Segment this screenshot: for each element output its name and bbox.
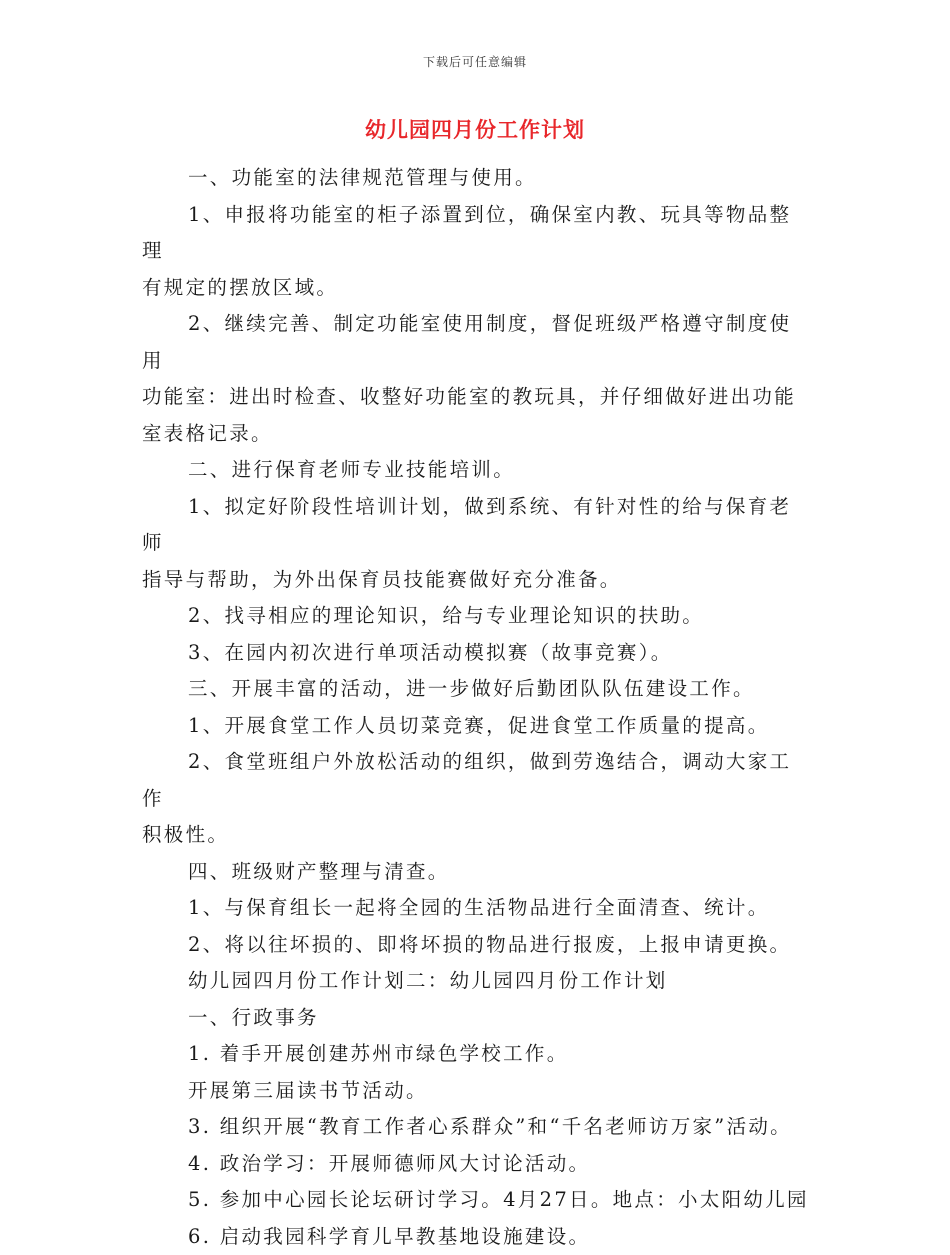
paragraph-line: 一、行政事务 (142, 1000, 810, 1037)
paragraph-continuation-line: 积极性。 (142, 817, 810, 854)
paragraph (142, 452, 810, 489)
paragraph-line: 幼儿园四月份工作计划二：幼儿园四月份工作计划 (142, 963, 810, 1000)
paragraph (142, 671, 810, 708)
paragraph-continuation-line: 指导与帮助，为外出保育员技能赛做好充分准备。 (142, 562, 810, 599)
paragraph (142, 854, 810, 891)
paragraph (142, 306, 810, 452)
paragraph (142, 1109, 810, 1146)
paragraph (142, 160, 810, 197)
paragraph-line: 3. 组织开展“教育工作者心系群众”和“千名老师访万家”活动。 (142, 1109, 810, 1146)
paragraph (142, 927, 810, 964)
paragraph (142, 1073, 810, 1110)
paragraph (142, 744, 810, 854)
paragraph (142, 1000, 810, 1037)
paragraph (142, 963, 810, 1000)
paragraph (142, 598, 810, 635)
paragraph-line: 5. 参加中心园长论坛研讨学习。4月27日。地点：小太阳幼儿园 (142, 1182, 810, 1219)
paragraph-line: 1、申报将功能室的柜子添置到位，确保室内教、玩具等物品整理 (142, 197, 810, 270)
paragraph-line: 1、拟定好阶段性培训计划，做到系统、有针对性的给与保育老师 (142, 489, 810, 562)
paragraph (142, 489, 810, 599)
paragraph (142, 1036, 810, 1073)
paragraph-line: 3、在园内初次进行单项活动模拟赛（故事竞赛）。 (142, 635, 810, 672)
document-title: 幼儿园四月份工作计划 (0, 114, 950, 144)
paragraph-continuation-line: 功能室：进出时检查、收整好功能室的教玩具，并仔细做好进出功能 (142, 379, 810, 416)
paragraph (142, 197, 810, 307)
paragraph (142, 890, 810, 927)
paragraph (142, 708, 810, 745)
paragraph-line: 2、食堂班组户外放松活动的组织，做到劳逸结合，调动大家工作 (142, 744, 810, 817)
paragraph-line: 2、继续完善、制定功能室使用制度，督促班级严格遵守制度使用 (142, 306, 810, 379)
header-note: 下载后可任意编辑 (0, 53, 950, 70)
paragraph-line: 1、与保育组长一起将全园的生活物品进行全面清查、统计。 (142, 890, 810, 927)
paragraph-line: 1. 着手开展创建苏州市绿色学校工作。 (142, 1036, 810, 1073)
paragraph-line: 一、功能室的法律规范管理与使用。 (142, 160, 810, 197)
document-body (142, 160, 810, 1255)
paragraph-line: 四、班级财产整理与清查。 (142, 854, 810, 891)
paragraph-continuation-line: 有规定的摆放区域。 (142, 270, 810, 307)
paragraph (142, 1219, 810, 1255)
paragraph-line: 三、开展丰富的活动，进一步做好后勤团队队伍建设工作。 (142, 671, 810, 708)
paragraph-line: 4. 政治学习：开展师德师风大讨论活动。 (142, 1146, 810, 1183)
paragraph-line: 二、进行保育老师专业技能培训。 (142, 452, 810, 489)
paragraph-line: 6. 启动我园科学育儿早教基地设施建设。 (142, 1219, 810, 1255)
paragraph (142, 635, 810, 672)
paragraph (142, 1182, 810, 1219)
paragraph-line: 开展第三届读书节活动。 (142, 1073, 810, 1110)
paragraph (142, 1146, 810, 1183)
paragraph-line: 1、开展食堂工作人员切菜竞赛，促进食堂工作质量的提高。 (142, 708, 810, 745)
paragraph-continuation-line: 室表格记录。 (142, 416, 810, 453)
paragraph-line: 2、将以往坏损的、即将坏损的物品进行报废，上报申请更换。 (142, 927, 810, 964)
paragraph-line: 2、找寻相应的理论知识，给与专业理论知识的扶助。 (142, 598, 810, 635)
